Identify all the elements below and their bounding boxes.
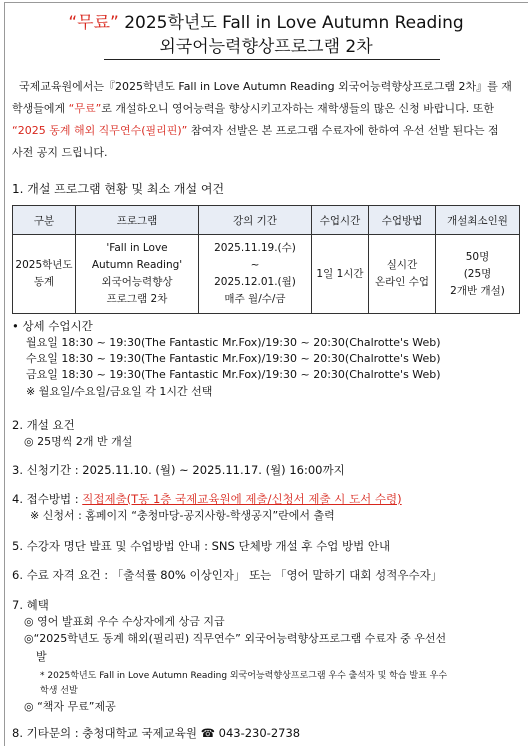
schedule-line-wed: 수요일 18:30 ~ 19:30(The Fantastic Mr.Fox)/19:30 ~ 20:30(Chalrotte's Web) [26,352,441,365]
section8-line [12,724,300,742]
section2-item: ◎ 25명씩 2개 반 개설 [24,435,133,448]
section3-text: 3. 신청기간 : 2025.11.10. (월) ~ 2025.11.17. (월) 16:00까지 [12,463,345,477]
th-method: 수업방법 [369,206,436,235]
schedule-heading: • 상세 수업시간 [12,319,93,333]
intro-part3: 참여자 선발은 본 프로그램 수료자에 한하여 우선 선발 된다는 점 사전 공지 드립니다. [12,124,499,159]
benefit-note-1: * 2025학년도 Fall in Love Autumn Reading 외국어능력향상프로그램 우수 출석자 및 학습 발표 우수 [40,671,448,681]
phone-number: ☎ 043-230-2738 [200,726,301,740]
cell-min: 50명 (25명 2개반 개설) [436,235,520,314]
intro-part1: 국제교육원에서는『2025학년도 Fall in Love Autumn Reading 외국어능력향상프로그램 2차』를 재학생들에게 [12,80,512,115]
title-rest: 2025학년도 Fall in Love Autumn Reading [118,13,464,33]
section4-label: 4. 접수방법 : [12,492,83,506]
th-min: 개설최소인원 [436,206,520,235]
section5-text: 5. 수강자 명단 발표 및 수업방법 안내 : SNS 단체방 개설 후 수업 방법 안내 [12,539,391,553]
benefit-2: ◎“2025학년도 동계 해외(필리핀) 직무연수” 외국어능력향상프로그램 수료자 중 우선선 [24,632,447,645]
page-title [0,12,532,34]
intro-free: “무료” [68,102,102,115]
cell-method: 실시간 온라인 수업 [369,235,436,314]
section6-text: 6. 수료 자격 요건 : 「출석률 80% 이상인자」 또는 「영어 말하기 대회 성적우수자」 [12,568,443,582]
frame-border-left [4,2,5,746]
section4-note: ※ 신청서 : 홈페이지 “충청마당-공지사항-학생공지”란에서 출력 [30,509,335,522]
section7-heading: 7. 혜택 [12,598,49,612]
table-row [13,235,520,314]
schedule-line-fri: 금요일 18:30 ~ 19:30(The Fantastic Mr.Fox)/19:30 ~ 20:30(Chalrotte's Web) [26,368,441,381]
frame-border-top [4,2,528,3]
schedule-line-mon: 월요일 18:30 ~ 19:30(The Fantastic Mr.Fox)/19:30 ~ 20:30(Chalrotte's Web) [26,336,441,349]
benefit-2-cont: 발 [36,650,47,663]
intro-highlight: “2025 동계 해외 직무연수(필리핀)” [12,124,188,137]
schedule-note: ※ 월요일/수요일/금요일 각 1시간 선택 [26,385,213,398]
intro-paragraph [12,76,512,164]
program-table [12,205,520,314]
intro-part2: 로 개설하오니 영어능력을 향상시키고자하는 재학생들의 많은 신청 바랍니다. 또한 [101,102,495,115]
title-underline [104,59,440,60]
th-category: 구분 [13,206,76,235]
cell-period: 2025.11.19.(수) ~ 2025.12.01.(월) 매주 월/수/금 [199,235,312,314]
section4-line [12,490,402,508]
section1-heading: 1. 개설 프로그램 현황 및 최소 개설 여건 [12,182,225,196]
benefit-note-2: 학생 선발 [40,686,78,696]
title-free: “무료” [68,13,119,33]
cell-hours: 1일 1시간 [312,235,369,314]
section8-label: 8. 기타문의 : 충청대학교 국제교육원 [12,726,201,740]
cell-category: 2025학년도 동계 [13,235,76,314]
th-hours: 수업시간 [312,206,369,235]
section4-method: 직접제출(T동 1층 국제교육원에 제출/신청서 제출 시 도서 수령) [82,492,402,506]
benefit-3: ◎ “책자 무료”제공 [24,700,116,713]
cell-program: 'Fall in Love Autumn Reading' 외국어능력향상 프로그램 2차 [76,235,199,314]
page-subtitle: 외국어능력향상프로그램 2차 [159,37,373,57]
benefit-1: ◎ 영어 발표회 우수 수상자에게 상금 지급 [24,615,225,628]
th-period: 강의 기간 [199,206,312,235]
th-program: 프로그램 [76,206,199,235]
section2-heading: 2. 개설 요건 [12,418,75,432]
